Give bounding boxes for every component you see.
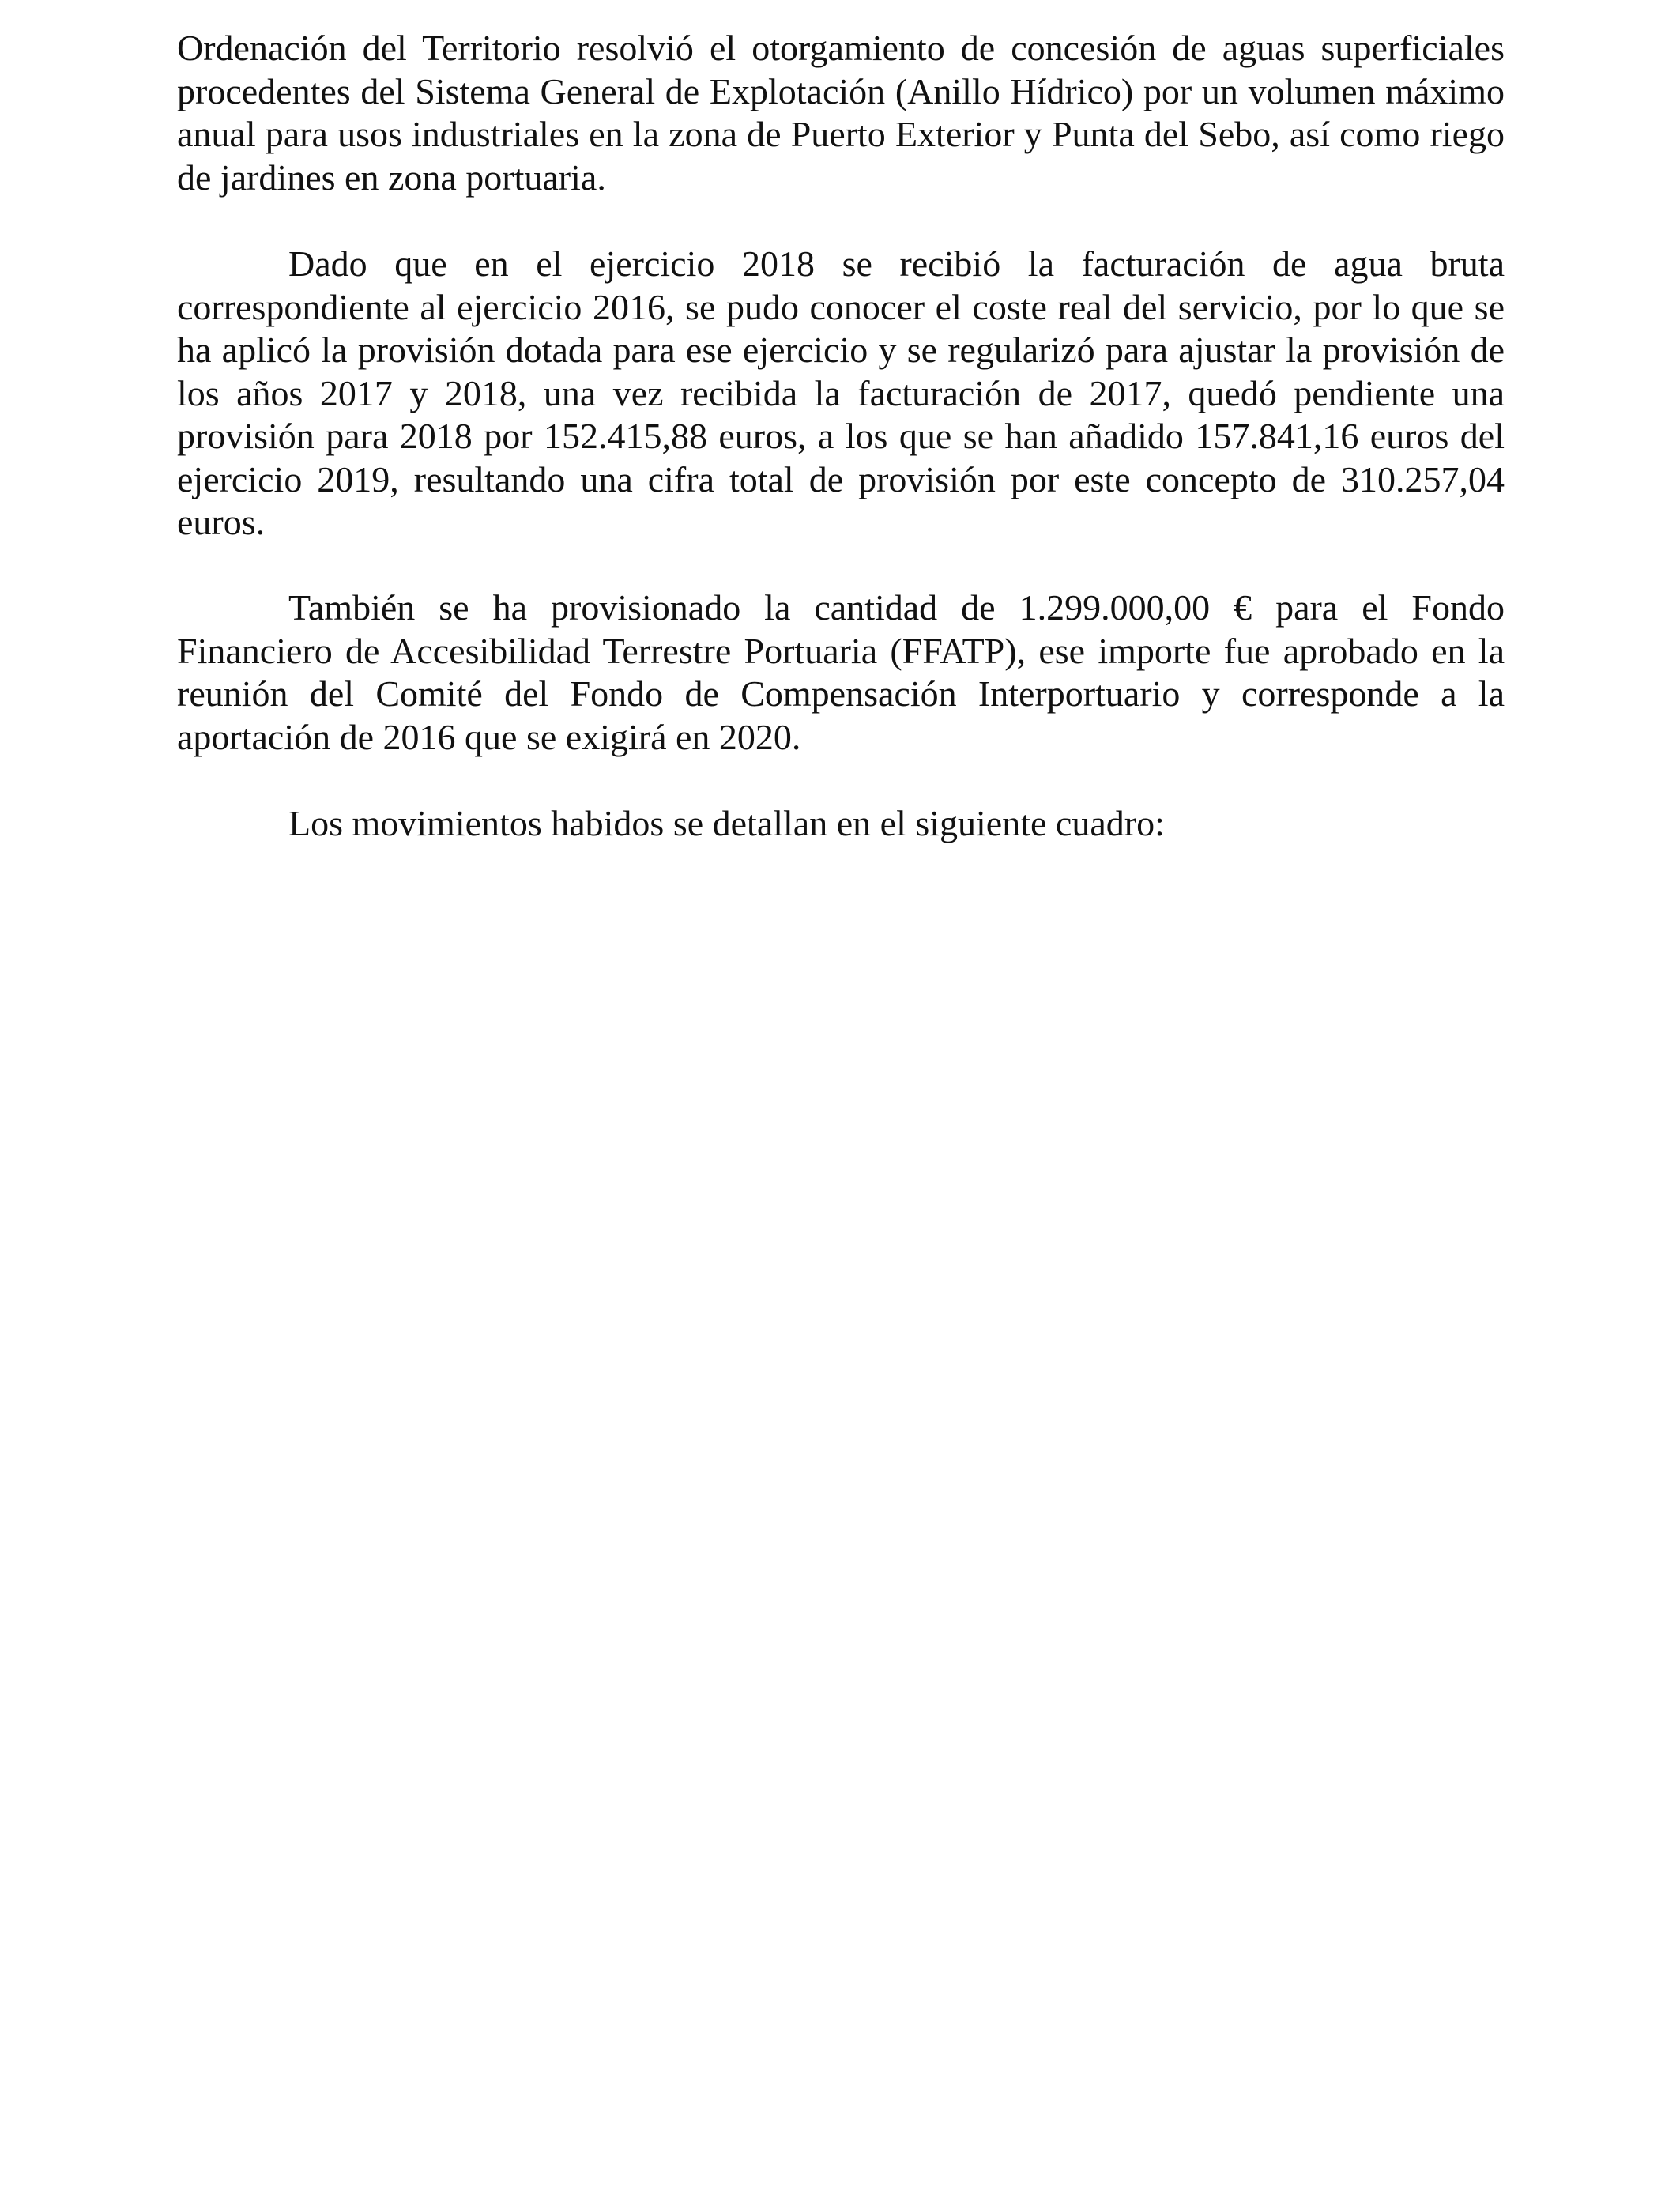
- paragraph-movimientos-intro: Los movimientos habidos se detallan en el siguiente cuadro:: [288, 803, 1165, 843]
- paragraph-ffatp-provision: También se ha provisionado la cantidad de 1.299.000,00 € para el Fondo Financiero de Accesibilidad Terrestre Portuaria (FFATP), ese importe fue aprobado en la reunión del Comité del Fondo de Compensación Interportuario y corresponde a la aportación de 2016 que se exigirá en 2020.: [177, 587, 1505, 757]
- paragraph-facturacion-agua: Dado que en el ejercicio 2018 se recibió la facturación de agua bruta correspondiente al ejercicio 2016, se pudo conocer el coste real del servicio, por lo que se ha aplicó la provisión dotada para ese ejercicio y se regularizó para ajustar la provisión de los años 2017 y 2018, una vez recibida la facturación de 2017, quedó pendiente una provisión para 2018 por 152.415,88 euros, a los que se han añadido 157.841,16 euros del ejercicio 2019, resultando una cifra total de provisión por este concepto de 310.257,04 euros.: [177, 243, 1505, 542]
- paragraph-concesion-aguas: Ordenación del Territorio resolvió el otorgamiento de concesión de aguas superficiales procedentes del Sistema General de Explotación (Anillo Hídrico) por un volumen máximo anual para usos industriales en la zona de Puerto Exterior y Punta del Sebo, así como riego de jardines en zona portuaria.: [177, 28, 1505, 198]
